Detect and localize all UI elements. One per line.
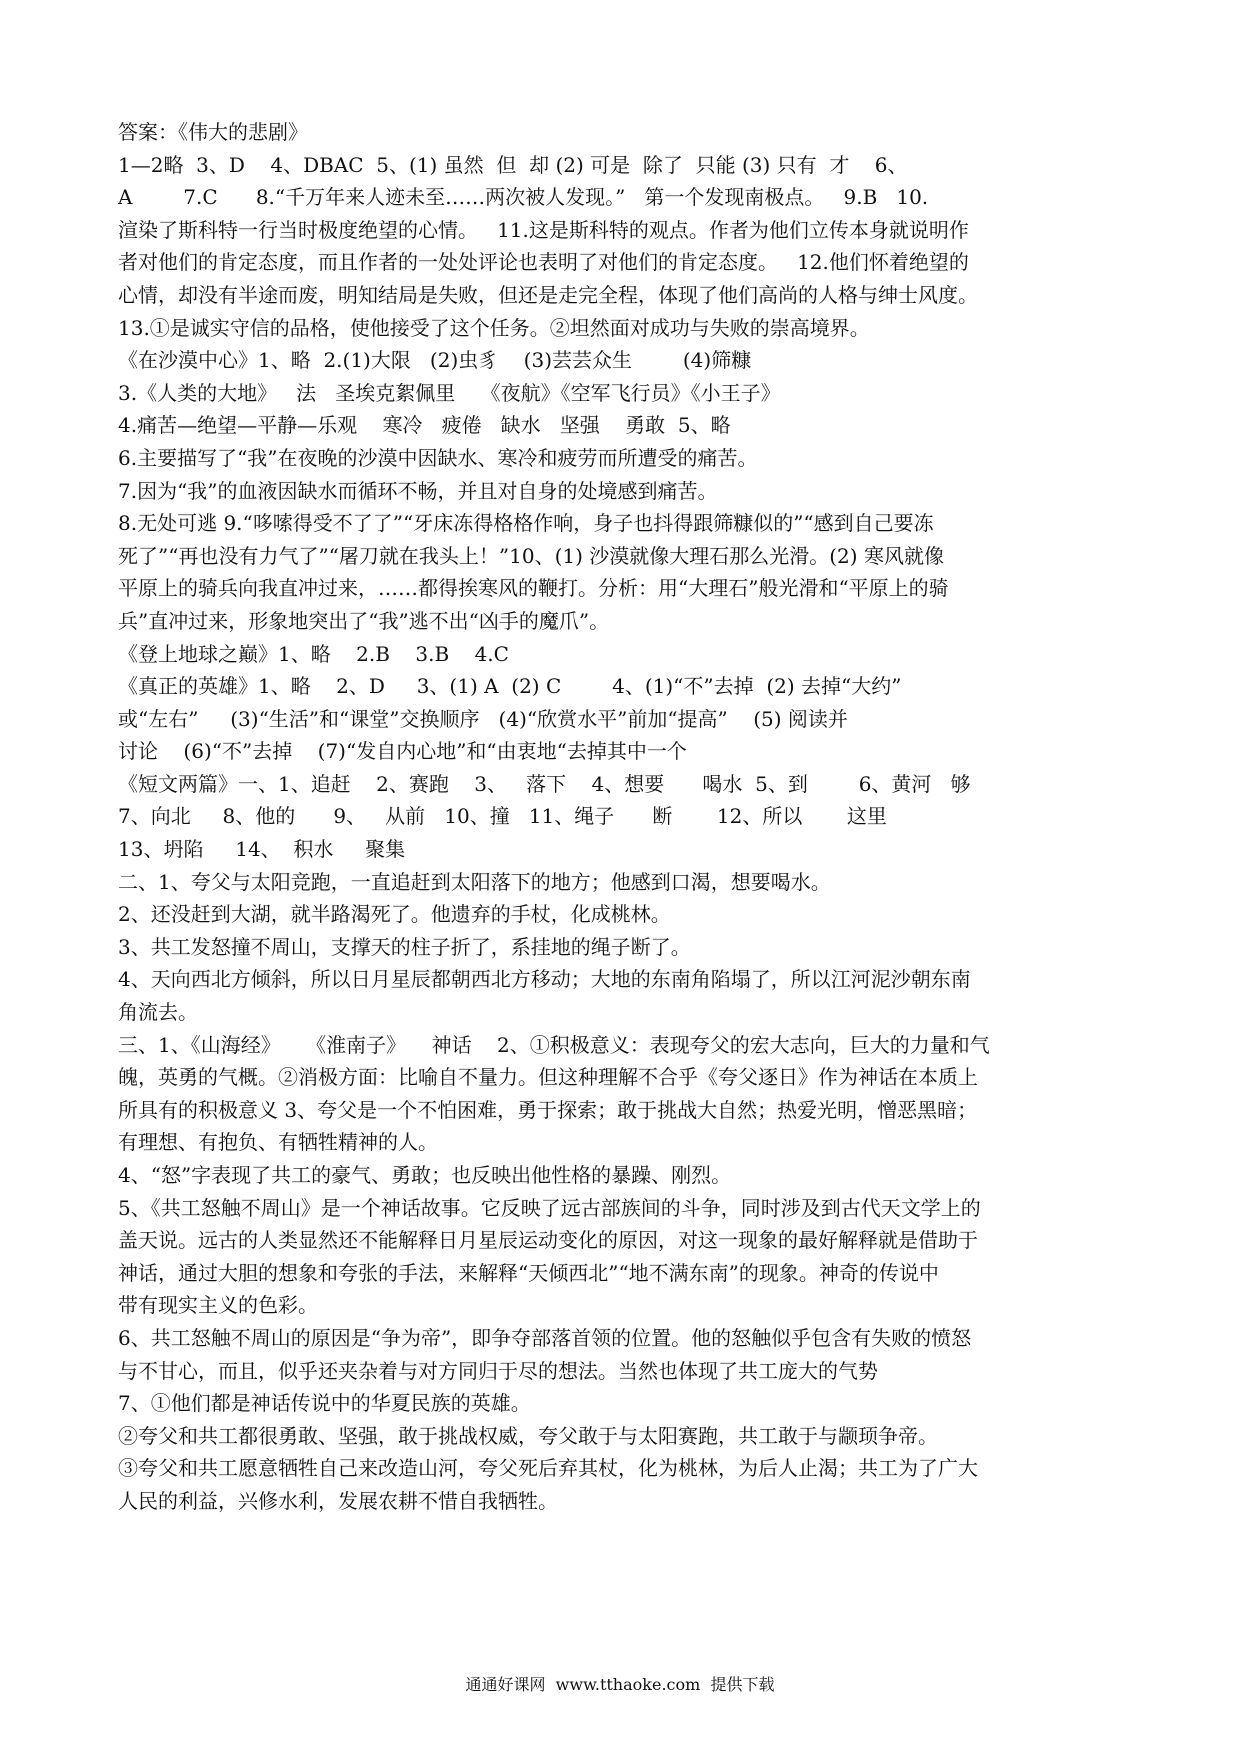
text-line: 所具有的积极意义 3、夸父是一个不怕困难，勇于探索；敢于挑战大自然；热爱光明，憎恶黑暗； <box>118 1097 978 1122</box>
text-line: 6.主要描写了“我”在夜晚的沙漠中因缺水、寒冷和疲劳而所遭受的痛苦。 <box>118 445 758 470</box>
text-line: 《登上地球之巅》1、略 2.B 3.B 4.C <box>118 641 509 666</box>
text-line: 4.痛苦—绝望—平静—乐观 寒冷 疲倦 缺水 坚强 勇敢 5、略 <box>118 413 731 438</box>
text-line: 13、坍陷 14、 积水 聚集 <box>118 837 406 862</box>
text-line: 7、①他们都是神话传说中的华夏民族的英雄。 <box>118 1391 531 1416</box>
text-line: 讨论 (6)“不”去掉 (7)“发自内心地”和“由衷地“去掉其中一个 <box>118 739 687 764</box>
page-footer: 通通好课网 www.tthaoke.com 提供下载 <box>465 1675 775 1694</box>
text-line: 心情，却没有半途而废，明知结局是失败，但还是走完全程，体现了他们高尚的人格与绅士风度。 <box>118 282 978 307</box>
text-line: 人民的利益，兴修水利，发展农耕不惜自我牺牲。 <box>118 1488 558 1513</box>
text-line: 带有现实主义的色彩。 <box>118 1293 318 1318</box>
text-line: 死了”“再也没有力气了”“屠刀就在我头上！”10、(1) 沙漠就像大理石那么光滑。(2) 寒风就像 <box>118 543 944 568</box>
text-line: 3.《人类的大地》 法 圣埃克絮佩里 《夜航》《空军飞行员》《小王子》 <box>118 380 781 405</box>
text-line: 兵”直冲过来，形象地突出了“我”逃不出“凶手的魔爪”。 <box>118 608 610 633</box>
text-line: 7.因为“我”的血液因缺水而循环不畅，并且对自身的处境感到痛苦。 <box>118 478 718 503</box>
text-line: 7、向北 8、他的 9、 从前 10、撞 11、绳子 断 12、所以 这里 <box>118 804 887 829</box>
text-line: 《在沙漠中心》1、略 2.(1)大限 (2)虫豸 (3)芸芸众生 (4)筛糠 <box>118 348 752 373</box>
text-line: 1—2略 3、D 4、DBAC 5、(1) 虽然 但 却 (2) 可是 除了 只能 (3) 只有 才 6、 <box>118 152 908 177</box>
text-line: 三、1、《山海经》 《淮南子》 神话 2、①积极意义：表现夸父的宏大志向，巨大的力量和气 <box>118 1032 990 1057</box>
text-line: 5、《共工怒触不周山》是一个神话故事。它反映了远古部族间的斗争，同时涉及到古代天文学上的 <box>118 1195 981 1220</box>
text-line: 二、1、夸父与太阳竞跑，一直追赶到太阳落下的地方；他感到口渴，想要喝水。 <box>118 869 831 894</box>
text-line: 神话，通过大胆的想象和夸张的手法，来解释“天倾西北”“地不满东南”的现象。神奇的传说中 <box>118 1260 939 1285</box>
text-line: ②夸父和共工都很勇敢、坚强，敢于挑战权威，夸父敢于与太阳赛跑，共工敢于与颛顼争帝。 <box>118 1423 938 1448</box>
text-line: 8.无处可逃 9.“哆嗦得受不了了”“牙床冻得格格作响，身子也抖得跟筛糠似的”“感到自己要冻 <box>118 511 934 536</box>
text-line: 4、“怒”字表现了共工的豪气、勇敢；也反映出他性格的暴躁、刚烈。 <box>118 1163 732 1187</box>
text-line: 3、共工发怒撞不周山，支撑天的柱子折了，系挂地的绳子断了。 <box>118 934 691 959</box>
text-line: 魄，英勇的气概。②消极方面：比喻自不量力。但这种理解不合乎《夸父逐日》作为神话在本质上 <box>118 1065 978 1090</box>
text-line: 渲染了斯科特一行当时极度绝望的心情。 11.这是斯科特的观点。作者为他们立传本身就说明作 <box>118 217 969 242</box>
text-line: 《真正的英雄》1、略 2、D 3、(1) A (2) C 4、(1)“不”去掉 (2) 去掉“大约” <box>118 674 902 699</box>
text-line: 6、共工怒触不周山的原因是“争为帝”，即争夺部落首领的位置。他的怒触似乎包含有失败的愤怒 <box>118 1325 972 1350</box>
text-line: 有理想、有抱负、有牺牲精神的人。 <box>118 1130 438 1155</box>
text-line: ③夸父和共工愿意牺牲自己来改造山河，夸父死后弃其杖，化为桃林，为后人止渴；共工为了广大 <box>118 1456 978 1481</box>
text-line: 13.①是诚实守信的品格，使他接受了这个任务。②坦然面对成功与失败的崇高境界。 <box>118 315 870 340</box>
text-line: 角流去。 <box>118 1000 198 1025</box>
text-line: A 7.C 8.“千万年来人迹未至……两次被人发现。” 第一个发现南极点。 9.B 10. <box>118 185 929 210</box>
text-line: 2、还没赶到大湖，就半路渴死了。他遗弃的手杖，化成桃林。 <box>118 902 671 927</box>
text-line: 或“左右” (3)“生活”和“课堂”交换顺序 (4)“欣赏水平”前加“提高” (5) 阅读并 <box>118 706 848 731</box>
text-line: 与不甘心，而且，似乎还夹杂着与对方同归于尽的想法。当然也体现了共工庞大的气势 <box>118 1358 878 1383</box>
text-line: 答案：《伟大的悲剧》 <box>118 120 308 144</box>
text-line: 《短文两篇》一、1、追赶 2、赛跑 3、 落下 4、想要 喝水 5、到 6、黄河 够 <box>118 771 971 796</box>
text-line: 平原上的骑兵向我直冲过来，……都得挨寒风的鞭打。分析：用“大理石”般光滑和“平原上的骑 <box>118 576 949 601</box>
answer-document <box>118 116 1066 1518</box>
text-line: 者对他们的肯定态度，而且作者的一处处评论也表明了对他们的肯定态度。 12.他们怀着绝望的 <box>118 250 969 275</box>
text-line: 4、天向西北方倾斜，所以日月星辰都朝西北方移动；大地的东南角陷塌了，所以江河泥沙朝东南 <box>118 967 971 992</box>
text-line: 盖天说。远古的人类显然还不能解释日月星辰运动变化的原因，对这一现象的最好解释就是借助于 <box>118 1228 978 1253</box>
